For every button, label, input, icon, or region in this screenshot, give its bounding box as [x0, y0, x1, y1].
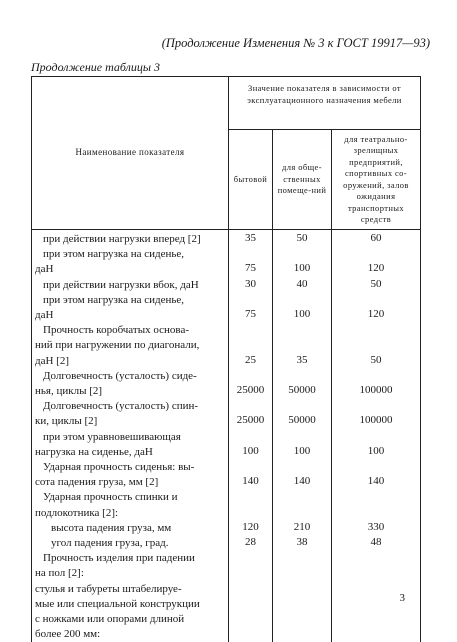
indicator-line: с ножками или опорами длиной	[35, 612, 225, 627]
table-value: 50000	[273, 414, 331, 426]
table-value: 25000	[229, 384, 272, 396]
indicator-line: Прочность коробчатых основа-	[35, 323, 225, 338]
table-value: 140	[273, 475, 331, 487]
indicator-line: подлокотника [2]:	[35, 506, 225, 521]
indicator-line: ний при нагружении по диагонали,	[35, 338, 225, 353]
indicator-line: нья, циклы [2]	[35, 384, 225, 399]
table-value: 50	[332, 354, 420, 366]
column-header-theatre: для театрально-зрелищных предприятий, спортивных со-оружений, залов ожидания транспортных средств	[332, 130, 421, 230]
indicator-line: Долговечность (усталость) сиде-	[35, 369, 225, 384]
indicator-line: Ударная прочность спинки и	[35, 490, 225, 505]
table-value: 50	[332, 278, 420, 290]
indicator-line: стулья и табуреты штабелируе-	[35, 582, 225, 597]
indicator-line: ки, циклы [2]	[35, 414, 225, 429]
page-number: 3	[400, 592, 406, 604]
indicator-line: при этом нагрузка на сиденье,	[35, 293, 225, 308]
column-header-indicator: Наименование показателя	[32, 77, 229, 230]
indicator-line: Прочность изделия при падении	[35, 551, 225, 566]
table-value: 100	[273, 262, 331, 274]
page-header: (Продолжение Изменения № 3 к ГОСТ 19917—93)	[162, 36, 430, 51]
table-value: 60	[332, 232, 420, 244]
indicator-table	[31, 76, 421, 642]
indicator-line: на пол [2]:	[35, 566, 225, 581]
table-value: 140	[332, 475, 420, 487]
public-values-cell	[273, 230, 332, 642]
table-value: 210	[273, 521, 331, 533]
table-value: 75	[229, 308, 272, 320]
table-value: 38	[273, 536, 331, 548]
table-value: 100	[273, 445, 331, 457]
indicator-line: даН	[35, 262, 225, 277]
theatre-values-cell	[332, 230, 421, 642]
table-value: 330	[332, 521, 420, 533]
table-value: 100000	[332, 414, 420, 426]
indicator-line: высота падения груза, мм	[35, 521, 225, 536]
indicator-line: мые или специальной конструкции	[35, 597, 225, 612]
indicator-names-cell	[32, 230, 229, 642]
table-value: 100	[332, 445, 420, 457]
household-values-cell	[229, 230, 273, 642]
table-value: 120	[332, 262, 420, 274]
table-value: 25000	[229, 414, 272, 426]
indicator-line: при действии нагрузки вперед [2]	[35, 232, 225, 247]
table-value: 120	[332, 308, 420, 320]
table-value: 100	[273, 308, 331, 320]
table-value: 35	[229, 232, 272, 244]
indicator-line: более 200 мм:	[35, 627, 225, 642]
indicator-line: Ударная прочность сиденья: вы-	[35, 460, 225, 475]
table-value: 100	[229, 445, 272, 457]
table-continuation-label: Продолжение таблицы 3	[31, 60, 160, 75]
table-value: 50000	[273, 384, 331, 396]
indicator-line: при действии нагрузки вбок, даН	[35, 278, 225, 293]
column-header-public: для обще-ственных помеще-ний	[273, 130, 332, 230]
table-value: 75	[229, 262, 272, 274]
indicator-line: при этом нагрузка на сиденье,	[35, 247, 225, 262]
table-value: 28	[229, 536, 272, 548]
table-value: 30	[229, 278, 272, 290]
column-group-header: Значение показателя в зависимости от эксплуатационного назначения мебели	[229, 77, 421, 130]
table-value: 120	[229, 521, 272, 533]
table-value: 40	[273, 278, 331, 290]
indicator-line: при этом уравновешивающая	[35, 430, 225, 445]
indicator-line: даН	[35, 308, 225, 323]
indicator-line: угол падения груза, град.	[35, 536, 225, 551]
indicator-line: даН [2]	[35, 354, 225, 369]
table-value: 50	[273, 232, 331, 244]
table-value: 100000	[332, 384, 420, 396]
column-header-household: бытовой	[229, 130, 273, 230]
table-value: 35	[273, 354, 331, 366]
table-value: 140	[229, 475, 272, 487]
indicator-line: Долговечность (усталость) спин-	[35, 399, 225, 414]
table-value: 25	[229, 354, 272, 366]
indicator-line: нагрузка на сиденье, даН	[35, 445, 225, 460]
table-value: 48	[332, 536, 420, 548]
indicator-line: сота падения груза, мм [2]	[35, 475, 225, 490]
